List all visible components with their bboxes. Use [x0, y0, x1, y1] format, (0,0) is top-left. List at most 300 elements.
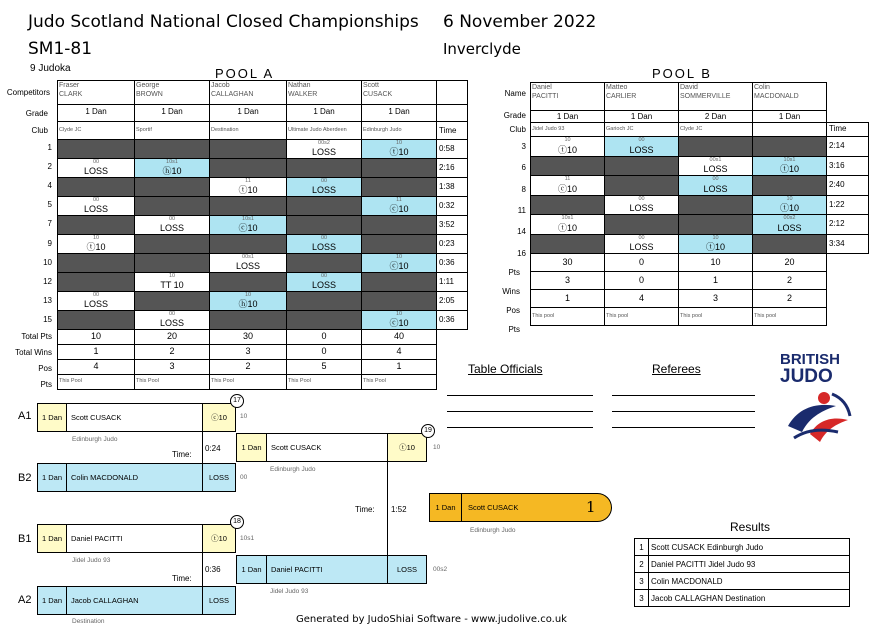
event-title: Judo Scotland National Closed Championships — [28, 12, 419, 32]
match-cell — [58, 216, 135, 235]
summary-cell — [210, 375, 287, 390]
match-number: 15 — [43, 314, 52, 324]
sf2-bot-result: LOSS — [202, 586, 236, 615]
competitor-last-name: CALLAGHAN — [211, 91, 254, 98]
time-cell — [437, 140, 468, 159]
grade-cell — [58, 105, 135, 122]
match-cell — [210, 178, 287, 197]
match-cell — [362, 292, 437, 311]
match-cell — [58, 140, 135, 159]
blank-cell — [827, 254, 869, 272]
match-cell — [679, 195, 753, 215]
blank-cell — [437, 330, 468, 345]
match-cell — [605, 234, 679, 254]
match-time: 1:11 — [439, 277, 454, 286]
summary-cell — [362, 345, 437, 360]
match-row — [531, 215, 869, 235]
pool-a-title: POOL A — [215, 66, 275, 81]
match-result: ⓒ10 — [389, 261, 409, 271]
time-cell — [827, 156, 869, 176]
match-cell — [605, 215, 679, 235]
match-cell — [210, 216, 287, 235]
results-table — [634, 538, 850, 607]
match-score-detail: 00 — [638, 195, 645, 202]
sf2-time-label: Time: — [172, 574, 192, 583]
match-score-detail: 10 — [92, 235, 100, 241]
club-cell — [210, 122, 287, 140]
match-cell — [287, 235, 362, 254]
sf2-win-result: LOSS — [387, 555, 427, 584]
competitor-cell — [753, 83, 827, 111]
match-result: LOSS — [235, 261, 260, 271]
summary-value: 10 — [710, 257, 721, 267]
match-cell — [753, 137, 827, 157]
time-header-cell — [827, 123, 869, 137]
match-time: 0:58 — [439, 144, 455, 153]
sf1-win-grade: 1 Dan — [236, 433, 267, 462]
summary-value: 3 — [169, 361, 175, 371]
match-cell — [753, 195, 827, 215]
blank-cell — [437, 105, 468, 122]
match-cell — [679, 137, 753, 157]
summary-label: Total Wins — [15, 348, 52, 357]
match-row — [531, 176, 869, 196]
match-cell — [58, 235, 135, 254]
summary-value: 1 — [712, 275, 718, 285]
time-cell — [827, 176, 869, 196]
match-row — [58, 273, 468, 292]
match-score-detail: 00 — [168, 311, 176, 317]
match-result: ⓣ10 — [389, 147, 409, 157]
sf1-time: 0:24 — [205, 444, 221, 453]
match-result: ⓣ10 — [705, 242, 725, 252]
result-row — [635, 573, 850, 590]
match-result: ⓒ10 — [238, 223, 258, 233]
sf2-top-grade: 1 Dan — [37, 524, 67, 553]
time-cell — [437, 178, 468, 197]
match-time: 2:16 — [439, 163, 455, 172]
competitor-first-name: Fraser — [59, 82, 80, 89]
summary-cell — [210, 330, 287, 345]
blank-cell — [437, 345, 468, 360]
result-row — [635, 556, 850, 573]
club-cell — [531, 123, 605, 137]
match-score-detail: 00 — [320, 178, 328, 184]
match-score-detail: 00 — [92, 159, 100, 165]
final-time: 1:52 — [391, 505, 407, 514]
match-cell — [135, 216, 210, 235]
match-result: ⓗ10 — [238, 299, 258, 309]
match-cell — [753, 215, 827, 235]
summary-value: This pool — [532, 313, 555, 319]
time-cell — [437, 197, 468, 216]
club-cell — [362, 122, 437, 140]
match-result: ⓣ10 — [557, 144, 577, 155]
label-club: Club — [31, 126, 48, 135]
summary-cell — [135, 375, 210, 390]
summary-value: This Pool — [136, 378, 159, 384]
time-cell — [437, 235, 468, 254]
grade-cell — [531, 111, 605, 123]
officials-line — [447, 395, 593, 396]
referees-line — [612, 395, 755, 396]
grade-row — [531, 111, 869, 123]
summary-value: 20 — [166, 331, 177, 341]
match-cell — [135, 140, 210, 159]
competitor-cell — [135, 81, 210, 105]
club-cell — [58, 122, 135, 140]
match-result: LOSS — [703, 183, 728, 194]
match-cell — [135, 254, 210, 273]
match-result: LOSS — [311, 242, 336, 252]
match-row — [58, 216, 468, 235]
match-cell — [58, 178, 135, 197]
grade-cell — [210, 105, 287, 122]
sf1-time-label: Time: — [172, 450, 192, 459]
match-result: LOSS — [83, 166, 108, 176]
summary-value: 30 — [242, 331, 253, 341]
match-row — [58, 140, 468, 159]
summary-cell — [531, 254, 605, 272]
grade-value: 2 Dan — [704, 112, 727, 121]
competitor-row — [531, 83, 869, 111]
result-text: Colin MACDONALD — [649, 573, 850, 590]
referees-line — [612, 427, 755, 428]
winner-grade: 1 Dan — [429, 493, 462, 522]
match-cell — [287, 292, 362, 311]
summary-label: Pts — [508, 324, 520, 334]
match-18-badge: 18 — [230, 515, 244, 529]
match-result: LOSS — [159, 223, 184, 233]
sf1-win-club: Edinburgh Judo — [270, 466, 316, 473]
match-time: 3:52 — [439, 220, 455, 229]
summary-label: Pts — [40, 380, 52, 389]
summary-cell — [135, 345, 210, 360]
match-cell — [531, 234, 605, 254]
blank-cell — [437, 81, 468, 105]
result-position: 2 — [635, 556, 649, 573]
match-cell — [287, 273, 362, 292]
match-score-detail: 00 — [320, 273, 328, 279]
match-row — [58, 292, 468, 311]
match-cell — [679, 234, 753, 254]
pool-b-table — [530, 82, 869, 326]
match-cell — [605, 156, 679, 176]
match-cell — [531, 176, 605, 196]
officials-line — [447, 427, 593, 428]
match-result: TT 10 — [160, 280, 184, 290]
match-result: ⓗ10 — [162, 166, 182, 176]
competitor-first-name: Nathan — [288, 82, 311, 89]
summary-value: 1 — [396, 361, 402, 371]
judoka-count: 9 Judoka — [30, 63, 71, 74]
blank-cell — [827, 308, 869, 326]
summary-value: 0 — [321, 331, 327, 341]
competitor-cell — [58, 81, 135, 105]
summary-cell — [679, 272, 753, 290]
match-row — [58, 159, 468, 178]
summary-value: 20 — [784, 257, 795, 267]
summary-cell — [679, 254, 753, 272]
summary-value: This Pool — [363, 378, 386, 384]
time-header-cell — [437, 122, 468, 140]
match-score-detail: 00s1 — [709, 156, 722, 163]
competitor-first-name: Colin — [754, 84, 770, 91]
time-cell — [437, 292, 468, 311]
match-result: ⓣ10 — [86, 242, 106, 252]
match-score-detail: 11 — [396, 197, 402, 203]
summary-value: This pool — [754, 313, 777, 319]
match-row — [531, 137, 869, 157]
result-position: 1 — [635, 539, 649, 556]
club-cell — [287, 122, 362, 140]
sf1-top-grade: 1 Dan — [37, 403, 67, 432]
sf1-win-score: 10 — [433, 444, 441, 451]
match-cell — [605, 137, 679, 157]
summary-value: 3 — [712, 293, 718, 303]
pool-b-label: Grade — [503, 111, 526, 120]
match-score-detail: 11 — [245, 178, 251, 184]
match-time: 1:22 — [829, 199, 845, 209]
summary-cell — [362, 360, 437, 375]
sf1-top-club: Edinburgh Judo — [72, 436, 118, 443]
competitor-last-name: CLARK — [59, 91, 83, 98]
match-result: ⓒ10 — [389, 204, 409, 214]
time-cell — [827, 215, 869, 235]
summary-cell — [287, 330, 362, 345]
match-result: LOSS — [311, 280, 336, 290]
match-cell — [58, 254, 135, 273]
grade-value: 1 Dan — [85, 107, 107, 116]
time-cell — [827, 137, 869, 157]
match-cell — [58, 292, 135, 311]
blank-cell — [827, 290, 869, 308]
match-cell — [753, 176, 827, 196]
summary-cell — [287, 375, 362, 390]
match-score-detail: 00 — [320, 235, 328, 241]
summary-cell — [135, 360, 210, 375]
time-cell — [437, 273, 468, 292]
match-score-detail: 10 — [168, 273, 176, 279]
match-result: LOSS — [703, 164, 728, 174]
summary-value: 30 — [562, 257, 573, 267]
match-cell — [605, 195, 679, 215]
match-score-detail: 00 — [92, 197, 100, 203]
summary-cell — [287, 360, 362, 375]
club-value: Clyde JC — [680, 126, 703, 132]
match-cell — [287, 197, 362, 216]
match-cell — [679, 156, 753, 176]
sf2-bot-grade: 1 Dan — [37, 586, 67, 615]
match-row — [531, 195, 869, 215]
grade-value: 1 Dan — [313, 107, 335, 116]
results-title: Results — [730, 520, 771, 534]
match-score-detail: 00 — [712, 176, 719, 182]
result-position: 3 — [635, 573, 649, 590]
match-result: LOSS — [159, 318, 184, 328]
result-text: Scott CUSACK Edinburgh Judo — [649, 539, 850, 556]
summary-cell — [753, 254, 827, 272]
venue: Inverclyde — [443, 40, 521, 58]
result-row — [635, 539, 850, 556]
time-cell — [827, 234, 869, 254]
club-value: Clyde JC — [59, 127, 82, 133]
match-score-detail: 10s1 — [166, 159, 178, 165]
grade-row — [58, 105, 468, 122]
match-cell — [362, 216, 437, 235]
blank-cell — [437, 360, 468, 375]
sf2-time: 0:36 — [205, 565, 221, 574]
match-cell — [287, 216, 362, 235]
final-time-label: Time: — [355, 505, 375, 514]
result-text: Jacob CALLAGHAN Destination — [649, 590, 850, 607]
match-number: 10 — [43, 257, 52, 267]
bracket-line — [202, 432, 203, 463]
match-number: 3 — [521, 142, 526, 151]
seed-a1: A1 — [18, 410, 32, 422]
pool-b-label: Name — [504, 89, 526, 98]
competitor-cell — [531, 83, 605, 111]
club-value: Ultimate Judo Aberdeen — [288, 127, 347, 133]
label-grade: Grade — [25, 109, 48, 118]
grade-value: 1 Dan — [556, 112, 579, 121]
summary-cell — [753, 272, 827, 290]
match-cell — [135, 235, 210, 254]
match-cell — [679, 176, 753, 196]
match-score-detail: 10 — [564, 137, 571, 143]
summary-value: 2 — [245, 361, 251, 371]
match-cell — [210, 140, 287, 159]
match-number: 13 — [43, 295, 52, 305]
time-header: Time — [439, 126, 457, 135]
summary-value: 4 — [396, 346, 402, 356]
bracket-line — [387, 462, 388, 555]
competitor-cell — [362, 81, 437, 105]
match-result: LOSS — [311, 147, 336, 157]
match-number: 6 — [521, 163, 526, 173]
officials-line — [447, 411, 593, 412]
sf1-bot-grade: 1 Dan — [37, 463, 67, 492]
sf2-top-club: Jidel Judo 93 — [72, 557, 111, 564]
match-row — [58, 311, 468, 330]
match-number: 16 — [517, 248, 526, 258]
summary-cell — [287, 345, 362, 360]
match-17-badge: 17 — [230, 394, 244, 408]
match-score-detail: 10s1 — [561, 215, 574, 221]
club-cell — [605, 123, 679, 137]
match-cell — [753, 234, 827, 254]
match-result: LOSS — [311, 185, 336, 195]
summary-value: 0 — [321, 346, 327, 356]
club-cell — [679, 123, 753, 137]
label-competitors: Competitors — [6, 88, 50, 97]
sf2-win-score: 00s2 — [433, 566, 448, 573]
match-time: 3:34 — [829, 238, 845, 248]
summary-label: Pos — [506, 305, 520, 315]
referees-line — [612, 411, 755, 412]
sf1-bot-name: Colin MACDONALD — [66, 463, 203, 492]
match-cell — [135, 311, 210, 330]
summary-cell — [753, 308, 827, 326]
result-text: Daniel PACITTI Jidel Judo 93 — [649, 556, 850, 573]
match-cell — [210, 254, 287, 273]
match-time: 0:23 — [439, 239, 455, 248]
match-cell — [58, 197, 135, 216]
sf1-top-name: Scott CUSACK — [66, 403, 203, 432]
sf1-bot-result: LOSS — [202, 463, 236, 492]
match-cell — [287, 178, 362, 197]
match-cell — [362, 235, 437, 254]
pool-a-table — [57, 80, 468, 390]
match-score-detail: 10 — [244, 292, 252, 298]
summary-label: Total Pts — [21, 332, 52, 341]
club-value: Destination — [211, 127, 239, 133]
match-result: ⓒ10 — [557, 183, 577, 194]
match-number: 14 — [517, 227, 526, 237]
match-cell — [135, 292, 210, 311]
club-row — [531, 123, 869, 137]
sf2-bot-name: Jacob CALLAGHAN — [66, 586, 203, 615]
sf2-win-grade: 1 Dan — [236, 555, 267, 584]
summary-value: 4 — [638, 293, 644, 303]
match-row — [58, 197, 468, 216]
summary-cell — [605, 272, 679, 290]
competitor-row — [58, 81, 468, 105]
match-cell — [362, 254, 437, 273]
match-time: 2:12 — [829, 219, 845, 228]
category: SM1-81 — [28, 39, 93, 59]
match-cell — [210, 311, 287, 330]
summary-cell — [531, 290, 605, 308]
summary-cell — [679, 290, 753, 308]
winner-club: Edinburgh Judo — [470, 527, 516, 534]
sf2-top-name: Daniel PACITTI — [66, 524, 203, 553]
summary-value: This pool — [680, 313, 703, 319]
match-cell — [287, 311, 362, 330]
match-time: 0:32 — [439, 201, 455, 210]
time-cell — [437, 311, 468, 330]
grade-cell — [605, 111, 679, 123]
club-row — [58, 122, 468, 140]
competitor-cell — [210, 81, 287, 105]
summary-row-wins — [531, 272, 869, 290]
match-row — [58, 235, 468, 254]
summary-value: 10 — [90, 331, 101, 341]
match-cell — [210, 273, 287, 292]
event-date: 6 November 2022 — [443, 12, 597, 32]
match-number: 9 — [47, 238, 52, 248]
match-cell — [135, 178, 210, 197]
match-result: LOSS — [629, 203, 654, 213]
sf2-top-score: 10s1 — [240, 535, 255, 542]
competitor-last-name: PACITTI — [532, 93, 559, 100]
match-cell — [362, 140, 437, 159]
summary-cell — [210, 360, 287, 375]
match-cell — [531, 195, 605, 215]
match-number: 5 — [47, 200, 52, 210]
match-cell — [135, 159, 210, 178]
competitor-last-name: BROWN — [136, 91, 163, 98]
sf2-top-result: ⓣ10 — [202, 524, 236, 553]
club-value: Edinburgh Judo — [363, 127, 402, 133]
summary-row-pts2 — [531, 308, 869, 326]
summary-value: 0 — [638, 275, 644, 285]
match-cell — [753, 156, 827, 176]
grade-value: 1 Dan — [161, 107, 183, 116]
match-time: 2:40 — [829, 180, 845, 189]
grade-value: 1 Dan — [388, 107, 410, 116]
match-cell — [531, 156, 605, 176]
